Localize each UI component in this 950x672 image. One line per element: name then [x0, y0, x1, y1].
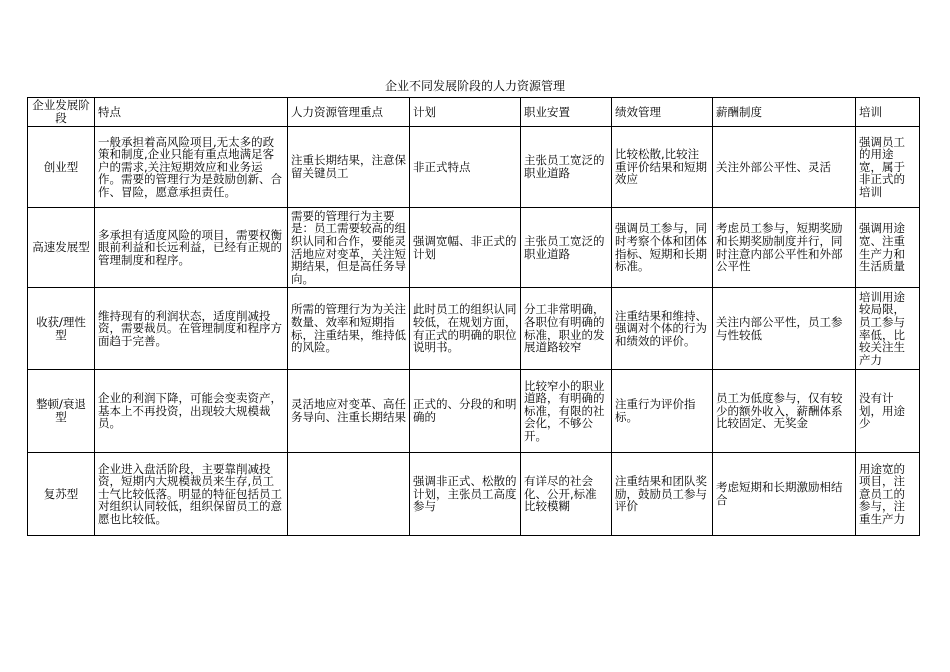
training-cell: 强调员工的用途宽，属于非正式的培训 — [856, 127, 920, 208]
header-planning: 计划 — [410, 98, 521, 127]
career-cell: 有详尽的社会化、公开,标准比较模糊 — [521, 453, 612, 536]
features-cell: 企业的利润下降，可能会变卖资产，基本上不再投资，出现较大规模裁员。 — [95, 370, 288, 453]
hr-focus-cell — [288, 453, 410, 536]
stage-cell: 高速发展型 — [28, 208, 95, 288]
career-cell: 分工非常明确，各职位有明确的标准，职业的发展道路较窄 — [521, 288, 612, 370]
stage-cell: 创业型 — [28, 127, 95, 208]
features-cell: 多承担有适度风险的项目，需要权衡眼前利益和长远利益，已经有正规的管理制度和程序。 — [95, 208, 288, 288]
performance-cell: 注重结果和团队奖励，鼓励员工参与评价 — [612, 453, 713, 536]
career-cell: 主张员工宽泛的职业道路 — [521, 208, 612, 288]
career-cell: 主张员工宽泛的职业道路 — [521, 127, 612, 208]
compensation-cell: 考虑短期和长期激励相结合 — [713, 453, 856, 536]
compensation-cell: 员工为低度参与，仅有较少的额外收入，薪酬体系比较固定、无奖金 — [713, 370, 856, 453]
training-cell: 用途宽的项目，注意员工的参与，注重生产力 — [856, 453, 920, 536]
stage-cell: 收获/理性型 — [28, 288, 95, 370]
planning-cell: 正式的、分段的和明确的 — [410, 370, 521, 453]
planning-cell: 非正式特点 — [410, 127, 521, 208]
table-header-row — [28, 98, 920, 127]
training-cell: 强调用途宽、注重生产力和生活质量 — [856, 208, 920, 288]
performance-cell: 注重行为评价指标。 — [612, 370, 713, 453]
stage-cell: 复苏型 — [28, 453, 95, 536]
hr-focus-cell: 灵活地应对变革、高任务导向、注重长期结果 — [288, 370, 410, 453]
features-cell: 维持现有的利润状态，适度削减投资，需要裁员。在管理制度和程序方面趋于完善。 — [95, 288, 288, 370]
career-cell: 比较窄小的职业道路，有明确的标准，有限的社会化，不够公开。 — [521, 370, 612, 453]
performance-cell: 比较松散,比较注重评价结果和短期效应 — [612, 127, 713, 208]
hr-focus-cell: 需要的管理行为主要是：员工需要较高的组织认同和合作，要能灵活地应对变革，关注短期结果，但是高任务导向。 — [288, 208, 410, 288]
header-compensation: 薪酬制度 — [713, 98, 856, 127]
header-features: 特点 — [95, 98, 288, 127]
header-hr-focus: 人力资源管理重点 — [288, 98, 410, 127]
header-career: 职业安置 — [521, 98, 612, 127]
header-training: 培训 — [856, 98, 920, 127]
performance-cell: 强调员工参与，同时考察个体和团体指标、短期和长期标准。 — [612, 208, 713, 288]
compensation-cell: 关注外部公平性、灵活 — [713, 127, 856, 208]
training-cell: 没有计划，用途少 — [856, 370, 920, 453]
table-row — [28, 288, 920, 370]
header-stage: 企业发展阶段 — [28, 98, 95, 127]
document-title: 企业不同发展阶段的人力资源管理 — [384, 79, 565, 93]
hr-focus-cell: 注重长期结果，注意保留关键员工 — [288, 127, 410, 208]
compensation-cell: 关注内部公平性，员工参与性较低 — [713, 288, 856, 370]
table-row — [28, 208, 920, 288]
features-cell: 一般承担着高风险项目,无太多的政策和制度,企业只能有重点地满足客户的需求,关注短期效应和业务运作。需要的管理行为是鼓励创新、合作、冒险，愿意承担责任。 — [95, 127, 288, 208]
planning-cell: 此时员工的组织认同较低，在规划方面，有正式的明确的职位说明书。 — [410, 288, 521, 370]
features-cell: 企业进入盘活阶段，主要靠削减投资，短期内大规模裁员来生存,员工士气比较低落。明显的特征包括员工对组织认同较低，组织保留员工的意愿也比较低。 — [95, 453, 288, 536]
performance-cell: 注重结果和维持、强调对个体的行为和绩效的评价。 — [612, 288, 713, 370]
header-performance: 绩效管理 — [612, 98, 713, 127]
hr-focus-cell: 所需的管理行为为关注数量、效率和短期指标，注重结果，维持低的风险。 — [288, 288, 410, 370]
compensation-cell: 考虑员工参与，短期奖励和长期奖励制度并行，同时注意内部公平性和外部公平性 — [713, 208, 856, 288]
table-row — [28, 453, 920, 536]
planning-cell: 强调非正式、松散的计划，主张员工高度参与 — [410, 453, 521, 536]
stage-cell: 整顿/衰退型 — [28, 370, 95, 453]
planning-cell: 强调宽幅、非正式的计划 — [410, 208, 521, 288]
training-cell: 培训用途较局限，员工参与率低，比较关注生产力 — [856, 288, 920, 370]
table-row — [28, 127, 920, 208]
hr-management-table — [27, 97, 920, 536]
table-row — [28, 370, 920, 453]
